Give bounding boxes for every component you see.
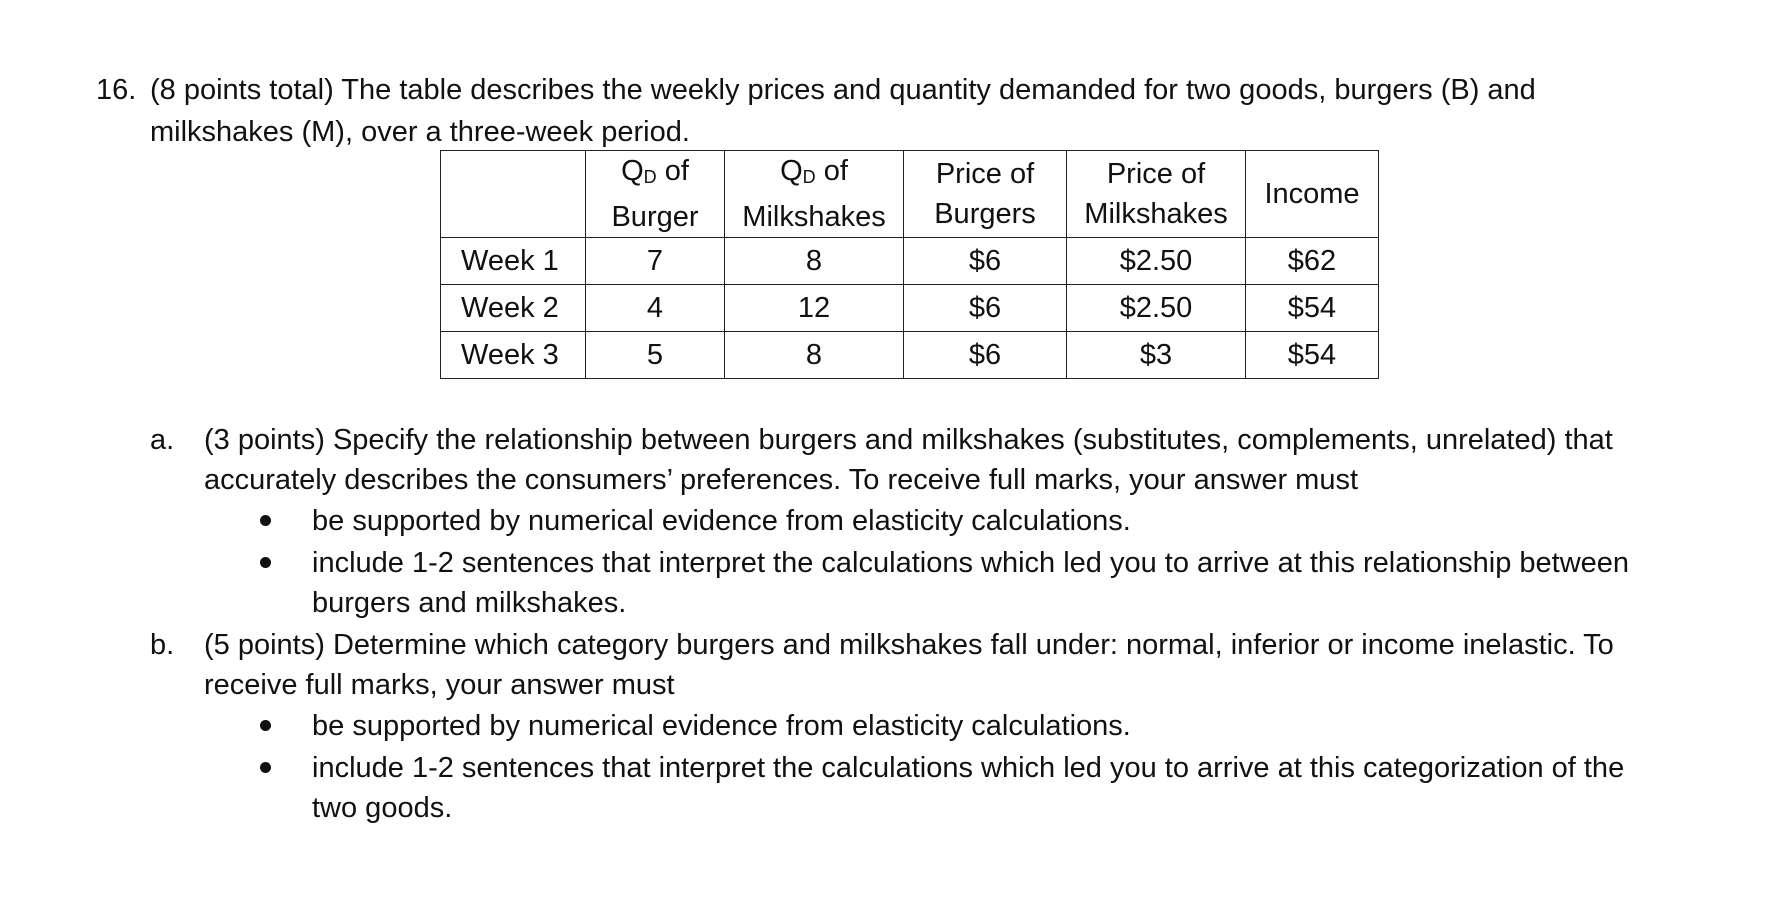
table-cell: $2.50 (1067, 238, 1246, 285)
table-header-income: Income (1246, 151, 1379, 238)
table-cell: $3 (1067, 332, 1246, 379)
question-number: 16. (96, 74, 137, 106)
part-b-bullet-1: be supported by numerical evidence from elasticity calculations. (312, 710, 1131, 742)
bullet-dot (260, 762, 271, 773)
table-cell: $54 (1246, 332, 1379, 379)
table-header-row (441, 151, 1379, 238)
table-cell: $6 (904, 332, 1067, 379)
question-text-line-1: (8 points total) The table describes the weekly prices and quantity demanded for two goods, burgers (B) and (150, 74, 1536, 106)
table-cell-week: Week 2 (441, 285, 586, 332)
table-cell: 7 (586, 238, 725, 285)
table-header-blank (441, 151, 586, 238)
table-row (441, 285, 1379, 332)
part-b-text-line-1: (5 points) Determine which category burgers and milkshakes fall under: normal, inferior or income inelastic. To (204, 629, 1614, 661)
part-a-marker: a. (150, 424, 175, 456)
table-cell: 5 (586, 332, 725, 379)
table-cell: $2.50 (1067, 285, 1246, 332)
table-header-price-milkshakes: Price of Milkshakes (1067, 151, 1246, 238)
table-cell-week: Week 1 (441, 238, 586, 285)
part-a-bullet-1: be supported by numerical evidence from elasticity calculations. (312, 505, 1131, 537)
table-cell: $6 (904, 285, 1067, 332)
table-cell-week: Week 3 (441, 332, 586, 379)
table-row (441, 238, 1379, 285)
table-header-price-burgers: Price of Burgers (904, 151, 1067, 238)
table-cell: $62 (1246, 238, 1379, 285)
part-b-bullet-2-line-2: two goods. (312, 792, 453, 824)
table-header-qd-burger: QD of Burger (586, 151, 725, 238)
table-cell: 12 (725, 285, 904, 332)
part-b-marker: b. (150, 629, 175, 661)
table-cell: 8 (725, 238, 904, 285)
question-text-line-2: milkshakes (M), over a three-week period. (150, 116, 690, 148)
bullet-dot (260, 515, 271, 526)
part-b-bullet-2-line-1: include 1-2 sentences that interpret the calculations which led you to arrive at this categorization of the (312, 752, 1625, 784)
price-quantity-table (440, 150, 1379, 379)
table-cell: 8 (725, 332, 904, 379)
part-a-text-line-2: accurately describes the consumers’ preferences. To receive full marks, your answer must (204, 464, 1359, 496)
part-a-bullet-2-line-1: include 1-2 sentences that interpret the calculations which led you to arrive at this relationship between (312, 547, 1630, 579)
table-cell: $54 (1246, 285, 1379, 332)
part-a-bullet-2-line-2: burgers and milkshakes. (312, 587, 627, 619)
bullet-dot (260, 557, 271, 568)
table-cell: $6 (904, 238, 1067, 285)
table-cell: 4 (586, 285, 725, 332)
part-b-text-line-2: receive full marks, your answer must (204, 669, 675, 701)
bullet-dot (260, 720, 271, 731)
part-a-text-line-1: (3 points) Specify the relationship between burgers and milkshakes (substitutes, complements, unrelated) that (204, 424, 1613, 456)
table-header-qd-milkshakes: QD of Milkshakes (725, 151, 904, 238)
table-row (441, 332, 1379, 379)
